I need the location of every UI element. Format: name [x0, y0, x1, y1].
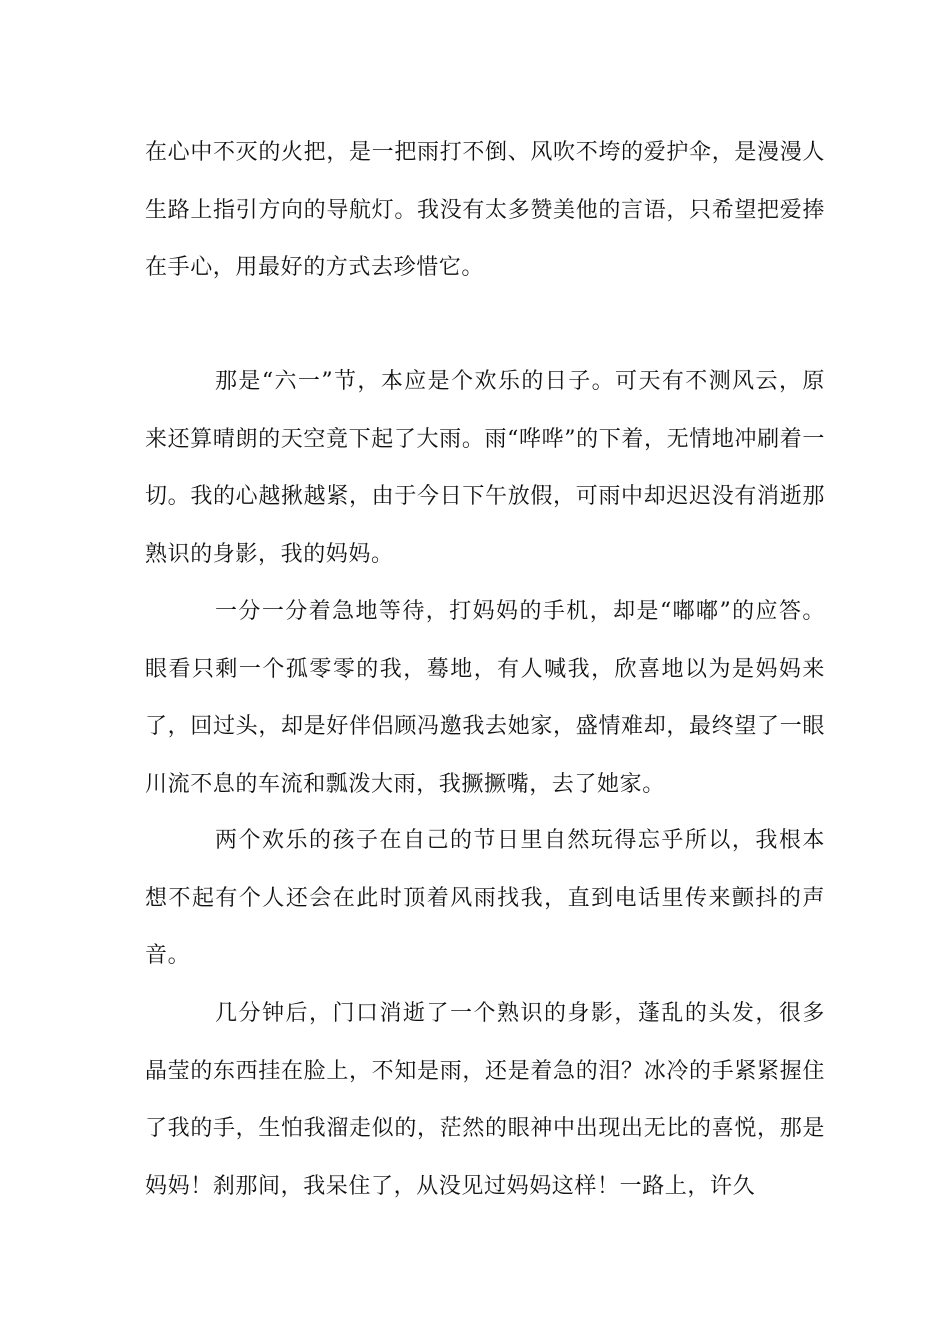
paragraph-1: 在心中不灭的火把，是一把雨打不倒、风吹不垮的爱护伞，是漫漫人生路上指引方向的导航灯。我没有太多赞美他的言语，只希望把爱捧在手心，用最好的方式去珍惜它。 [145, 140, 825, 280]
paragraph-3: 一分一分着急地等待，打妈妈的手机，却是“嘟嘟”的应答。眼看只剩一个孤零零的我，蓦地，有人喊我，欣喜地以为是妈妈来了，回过头，却是好伴侣顾冯邀我去她家，盛情难却，最终望了一眼川流不息的车流和瓢泼大雨，我撅撅嘴，去了她家。 [145, 599, 825, 797]
paragraph-2: 那是“六一”节，本应是个欢乐的日子。可天有不测风云，原来还算晴朗的天空竟下起了大雨。雨“哗哗”的下着，无情地冲刷着一切。我的心越揪越紧，由于今日下午放假，可雨中却迟迟没有消逝那熟识的身影，我的妈妈。 [145, 369, 825, 567]
paragraph-5: 几分钟后，门口消逝了一个熟识的身影，蓬乱的头发，很多晶莹的东西挂在脸上，不知是雨，还是着急的泪？冰冷的手紧紧握住了我的手，生怕我溜走似的，茫然的眼神中出现出无比的喜悦，那是妈妈！刹那间，我呆住了，从没见过妈妈这样！一路上，许久 [145, 1001, 825, 1199]
paragraph-4: 两个欢乐的孩子在自己的节日里自然玩得忘乎所以，我根本想不起有个人还会在此时顶着风雨找我，直到电话里传来颤抖的声音。 [145, 828, 825, 968]
